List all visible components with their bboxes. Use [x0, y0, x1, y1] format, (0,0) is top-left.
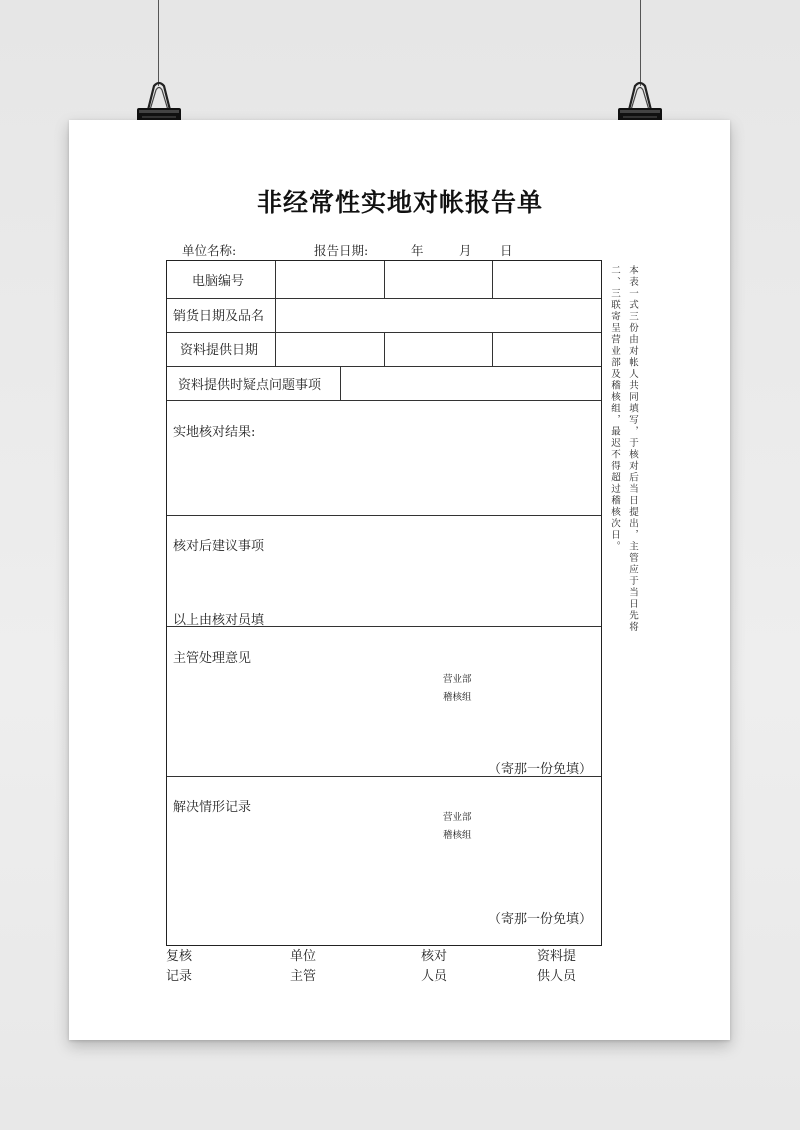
data-date-label: 资料提供日期	[180, 343, 259, 358]
exempt-note: （寄那一份免填）	[488, 912, 593, 927]
questions-label: 资料提供时疑点问题事项	[178, 378, 322, 393]
manager-opinion-textarea[interactable]	[168, 668, 438, 754]
resolution-label: 解决情形记录	[173, 800, 252, 815]
checker-fill-note: 以上由核对员填	[173, 613, 265, 628]
unit-name-input[interactable]	[246, 241, 306, 257]
hanging-wire-left	[158, 0, 159, 86]
report-day-input[interactable]	[476, 241, 500, 257]
data-date-input-3[interactable]	[493, 332, 600, 364]
stamp-dept-label: 营业部	[443, 812, 472, 823]
month-label: 月	[459, 243, 472, 258]
suggestion-label: 核对后建议事项	[173, 539, 265, 554]
resolution-textarea[interactable]	[168, 817, 438, 903]
data-date-input-1[interactable]	[276, 332, 384, 364]
questions-input[interactable]	[341, 366, 600, 398]
report-date-label: 报告日期:	[314, 243, 369, 258]
footer-label-line: 记录	[166, 969, 193, 984]
result-label: 实地核对结果:	[173, 425, 256, 440]
day-label: 日	[500, 243, 513, 258]
sale-date-item-input[interactable]	[276, 298, 600, 330]
row-divider	[167, 515, 601, 516]
stamp-dept-label: 营业部	[443, 674, 472, 685]
footer-label-line: 核对	[421, 949, 448, 964]
manager-opinion-label: 主管处理意见	[173, 651, 252, 666]
computer-no-input-2[interactable]	[385, 262, 492, 297]
stamp-group-label: 稽核组	[443, 692, 472, 703]
footer-label-line: 复核	[166, 949, 193, 964]
sale-date-item-label: 销货日期及品名	[173, 309, 265, 324]
footer-label-line: 人员	[421, 969, 448, 984]
side-instruction-note: 本表一式三份由对帐人共同填写，于核对后当日提出，主管应于当日先将二、三联寄呈营业部及稽核组，最迟不得超过稽核次日。	[609, 265, 638, 633]
footer-review-record	[166, 947, 192, 987]
unit-name-label: 单位名称:	[182, 243, 237, 258]
footer-checker	[421, 947, 447, 987]
report-year-input[interactable]	[378, 241, 406, 257]
suggestion-textarea[interactable]	[168, 554, 600, 606]
stamp-group-label: 稽核组	[443, 830, 472, 841]
report-month-input[interactable]	[428, 241, 456, 257]
footer-label-line: 供人员	[537, 969, 577, 984]
page-title: 非经常性实地对帐报告单	[256, 188, 543, 217]
footer-label-line: 单位	[290, 949, 317, 964]
computer-no-input-3[interactable]	[493, 262, 600, 297]
data-date-input-2[interactable]	[385, 332, 492, 364]
footer-unit-manager	[290, 947, 316, 987]
footer-data-provider	[537, 947, 576, 987]
computer-no-input-1[interactable]	[276, 262, 384, 297]
footer-label-line: 主管	[290, 969, 317, 984]
year-label: 年	[411, 243, 424, 258]
footer-label-line: 资料提	[537, 949, 577, 964]
result-textarea[interactable]	[168, 440, 600, 512]
exempt-note: （寄那一份免填）	[488, 762, 593, 777]
computer-no-label: 电脑编号	[192, 274, 245, 289]
hanging-wire-right	[640, 0, 641, 86]
row-divider	[167, 400, 601, 401]
